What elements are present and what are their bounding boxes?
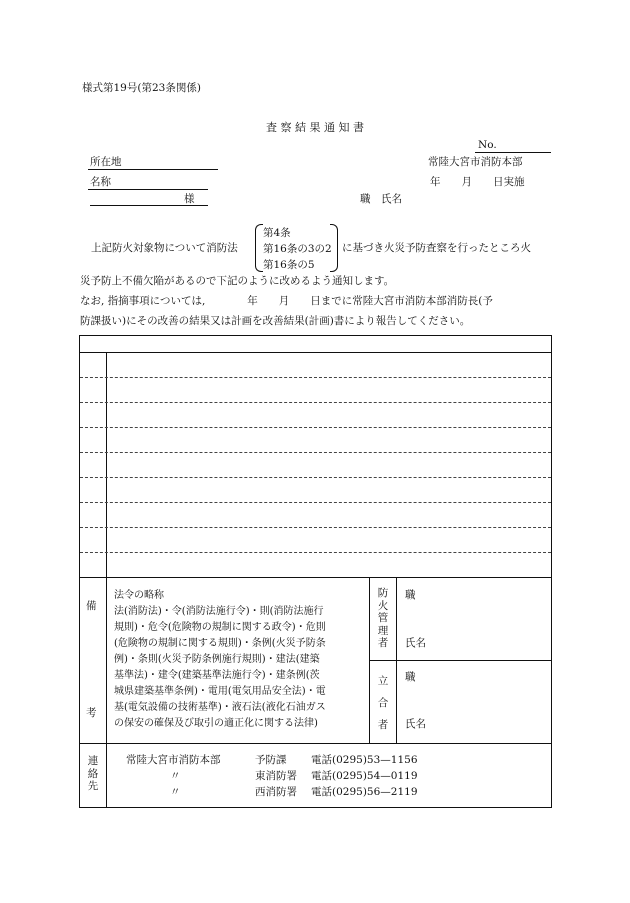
remarks-top-line <box>79 577 552 578</box>
abbreviation-line-7: 基(電気設備の技術基準)・液石法(液化石油ガス <box>114 702 326 713</box>
sama-suffix: 様 <box>184 193 195 205</box>
contact-label-divider <box>106 743 107 808</box>
item-row-line <box>80 427 551 428</box>
item-row-line <box>80 527 551 528</box>
body-line-4: 防課扱い)にその改善の結果又は計画を改善結果(計画)書により報告してください。 <box>80 315 471 327</box>
fire-manager-name: 氏名 <box>405 637 426 649</box>
abbreviation-line-1: 法(消防法)・令(消防法施行令)・則(消防法施行 <box>114 606 324 617</box>
contact-dept-2: 東消防署 <box>255 770 297 782</box>
notice-table <box>79 335 552 808</box>
contact-org-2: 〃 <box>170 770 181 782</box>
abbreviation-line-2: 規則)・危令(危険物の規制に関する政令)・危則 <box>114 622 326 633</box>
contact-org-1: 常陸大宮市消防本部 <box>126 754 221 766</box>
body-lead: 上記防火対象物について消防法 <box>91 242 238 254</box>
item-row-line <box>80 452 551 453</box>
no-label: No. <box>478 139 497 151</box>
official-label: 職 氏名 <box>360 193 402 205</box>
article-1: 第4条 <box>263 227 291 239</box>
address-underline <box>88 169 218 170</box>
no-underline <box>475 152 551 153</box>
item-row-line <box>80 552 551 553</box>
witness-label: 立合者 <box>377 675 389 732</box>
contact-dept-1: 予防課 <box>255 754 287 766</box>
remarks-label-divider <box>106 577 107 743</box>
contact-phone-3: 電話(0295)56—2119 <box>311 786 418 798</box>
item-row-line <box>80 377 551 378</box>
contact-label: 連絡先 <box>87 755 99 793</box>
article-3: 第16条の5 <box>263 259 315 271</box>
remarks-label-top: 備 <box>86 600 97 612</box>
fire-manager-label: 防火管理者 <box>377 587 389 650</box>
abbreviation-line-8: の保安の確保及び取引の適正化に関する法律) <box>114 718 318 729</box>
body-line-3: なお, 指摘事項については, 年 月 日までに常陸大宮市消防本部消防長(予 <box>80 295 493 307</box>
item-row-line <box>80 502 551 503</box>
article-2: 第16条の3の2 <box>263 243 332 255</box>
name-underline <box>88 189 208 190</box>
left-brace <box>255 224 263 272</box>
fire-manager-job: 職 <box>405 589 416 601</box>
right-brace <box>330 224 338 272</box>
date-text: 年 月 日実施 <box>430 176 525 188</box>
signatory-split-line <box>369 660 552 661</box>
contact-org-3: 〃 <box>170 786 181 798</box>
body-after-brace: に基づき火災予防査察を行ったところ火 <box>342 242 531 254</box>
contact-phone-2: 電話(0295)54—0119 <box>311 770 418 782</box>
sender-org: 常陸大宮市消防本部 <box>428 156 523 168</box>
witness-name: 氏名 <box>405 718 426 730</box>
item-row-line <box>80 402 551 403</box>
abbreviation-line-3: (危険物の規制に関する規則)・条例(火災予防条 <box>114 638 326 649</box>
form-number: 様式第19号(第23条関係) <box>82 82 201 94</box>
abbreviation-heading: 法令の略称 <box>114 590 164 601</box>
contact-dept-3: 西消防署 <box>255 786 297 798</box>
item-row-line <box>80 477 551 478</box>
body-line-2: 災予防上不備欠陥があるので下記のように改めるよう通知します。 <box>80 275 395 287</box>
table-header-line <box>79 352 552 353</box>
address-label: 所在地 <box>90 156 122 168</box>
item-number-column <box>106 352 107 577</box>
witness-job: 職 <box>405 671 416 683</box>
name-label: 名称 <box>90 176 111 188</box>
addressee-underline <box>90 205 208 206</box>
abbreviation-line-6: 城県建築基準条例)・電用(電気用品安全法)・電 <box>114 686 326 697</box>
contact-top-line <box>79 743 552 744</box>
abbreviation-line-5: 基準法)・建令(建築基準法施行令)・建条例(茨 <box>114 670 320 681</box>
remarks-label-bottom: 考 <box>86 707 97 719</box>
abbreviation-line-4: 例)・条則(火災予防条例施行規則)・建法(建築 <box>114 654 320 665</box>
contact-phone-1: 電話(0295)53—1156 <box>311 754 418 766</box>
document-title: 査 察 結 果 通 知 書 <box>266 121 364 134</box>
